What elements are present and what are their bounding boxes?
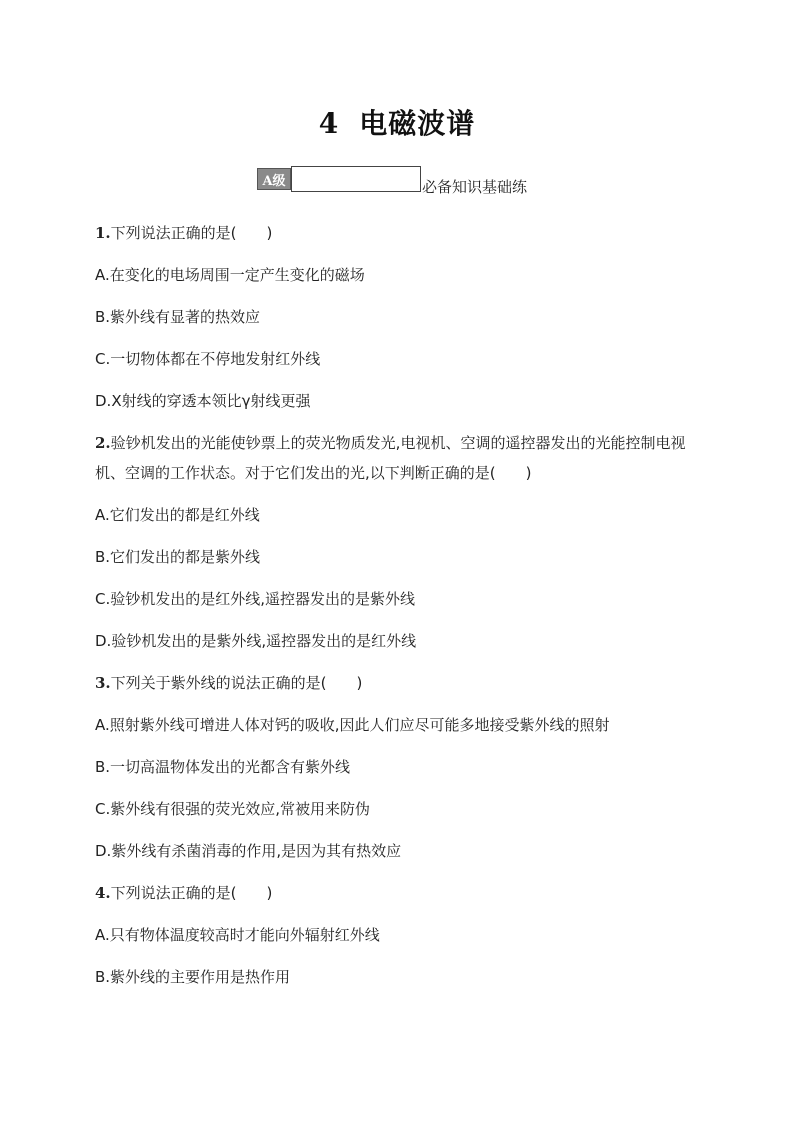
question-1-stem xyxy=(95,222,695,244)
question-1-option-d: D.X射线的穿透本领比γ射线更强 xyxy=(95,392,311,410)
question-2-option-a: A.它们发出的都是红外线 xyxy=(95,506,260,524)
question-4-option-b: B.紫外线的主要作用是热作用 xyxy=(95,968,291,986)
level-label: 必备知识基础练 xyxy=(422,178,528,196)
question-3-option-c: C.紫外线有很强的荧光效应,常被用来防伪 xyxy=(95,800,371,818)
question-number: 1. xyxy=(95,224,111,242)
question-3-option-d: D.紫外线有杀菌消毒的作用,是因为其有热效应 xyxy=(95,842,402,860)
question-number: 2. xyxy=(95,434,111,452)
question-4-option-a: A.只有物体温度较高时才能向外辐射红外线 xyxy=(95,926,380,944)
level-header xyxy=(257,164,528,196)
question-1-option-b: B.紫外线有显著的热效应 xyxy=(95,308,261,326)
question-text: 验钞机发出的光能使钞票上的荧光物质发光,电视机、空调的遥控器发出的光能控制电视机、空调的工作状态。对于它们发出的光,以下判断正确的是( ) xyxy=(95,434,686,482)
question-2-option-d: D.验钞机发出的是紫外线,遥控器发出的是红外线 xyxy=(95,632,417,650)
question-3-option-b: B.一切高温物体发出的光都含有紫外线 xyxy=(95,758,351,776)
level-badge: A级 xyxy=(257,168,291,190)
question-number: 4. xyxy=(95,884,111,902)
section-title: 电磁波谱 xyxy=(359,107,476,140)
section-number: 4 xyxy=(318,107,340,140)
question-2-option-c: C.验钞机发出的是红外线,遥控器发出的是紫外线 xyxy=(95,590,416,608)
question-text: 下列关于紫外线的说法正确的是( ) xyxy=(110,674,363,692)
page-title xyxy=(0,102,794,142)
question-2-option-b: B.它们发出的都是紫外线 xyxy=(95,548,261,566)
question-3-stem xyxy=(95,672,695,694)
question-list xyxy=(95,222,695,1008)
level-box xyxy=(291,166,421,192)
question-2-stem xyxy=(95,428,695,488)
question-4-stem xyxy=(95,882,695,904)
question-1-option-c: C.一切物体都在不停地发射红外线 xyxy=(95,350,321,368)
question-number: 3. xyxy=(95,674,111,692)
question-3-option-a: A.照射紫外线可增进人体对钙的吸收,因此人们应尽可能多地接受紫外线的照射 xyxy=(95,716,610,734)
question-text: 下列说法正确的是( ) xyxy=(110,884,273,902)
question-text: 下列说法正确的是( ) xyxy=(110,224,273,242)
question-1-option-a: A.在变化的电场周围一定产生变化的磁场 xyxy=(95,266,365,284)
